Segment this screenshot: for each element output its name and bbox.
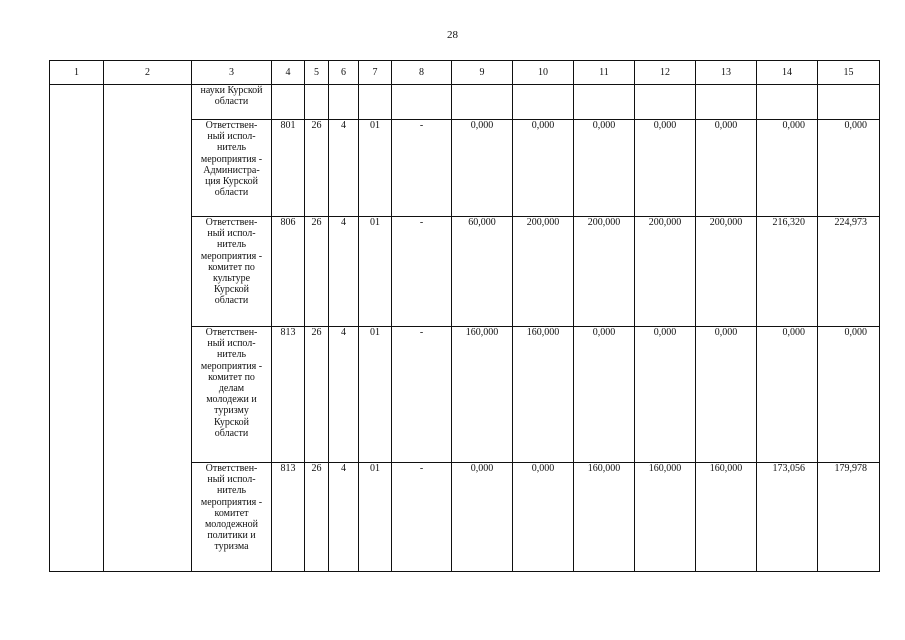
executor-line: мероприятия - bbox=[200, 250, 263, 262]
value-cell: 0,000 bbox=[513, 463, 574, 572]
executor-line: нитель bbox=[216, 349, 247, 361]
executor-cell bbox=[192, 463, 272, 572]
executor-line: мероприятия - bbox=[200, 496, 263, 508]
second-col-cell bbox=[104, 85, 192, 572]
executor-line: туризма bbox=[214, 541, 249, 553]
executor-line: мероприятия - bbox=[200, 360, 263, 372]
value-cell: 0,000 bbox=[635, 120, 696, 217]
value-cell: 200,000 bbox=[574, 217, 635, 327]
executor-line: области bbox=[214, 427, 249, 439]
header-row bbox=[50, 61, 880, 85]
value-cell: 0,000 bbox=[818, 120, 880, 217]
value-cell: 160,000 bbox=[635, 463, 696, 572]
value-cell: 200,000 bbox=[513, 217, 574, 327]
value-cell: 160,000 bbox=[452, 327, 513, 463]
executor-cell bbox=[192, 120, 272, 217]
value-cell: - bbox=[392, 120, 452, 217]
value-cell bbox=[574, 85, 635, 120]
header-cell: 11 bbox=[574, 61, 635, 85]
value-cell: - bbox=[392, 463, 452, 572]
executor-line: ный испол- bbox=[207, 228, 256, 240]
executor-line: политики и bbox=[207, 530, 256, 542]
executor-line: Администра- bbox=[203, 164, 260, 176]
value-cell bbox=[452, 85, 513, 120]
value-cell: 26 bbox=[305, 463, 329, 572]
header-cell: 9 bbox=[452, 61, 513, 85]
value-cell: 0,000 bbox=[513, 120, 574, 217]
value-cell: 806 bbox=[272, 217, 305, 327]
value-cell: 200,000 bbox=[635, 217, 696, 327]
executor-line: комитет по bbox=[208, 261, 255, 273]
header-cell: 14 bbox=[757, 61, 818, 85]
value-cell bbox=[757, 85, 818, 120]
executor-line: молодежной bbox=[204, 519, 259, 531]
executor-line: Ответствен- bbox=[205, 327, 258, 338]
header-cell: 12 bbox=[635, 61, 696, 85]
value-cell: 200,000 bbox=[696, 217, 757, 327]
value-cell: 160,000 bbox=[574, 463, 635, 572]
value-cell bbox=[696, 85, 757, 120]
value-cell: 216,320 bbox=[757, 217, 818, 327]
value-cell: 4 bbox=[329, 327, 359, 463]
table-row bbox=[50, 85, 880, 120]
executor-line: области bbox=[214, 295, 249, 307]
value-cell: 0,000 bbox=[696, 120, 757, 217]
header-cell: 6 bbox=[329, 61, 359, 85]
executor-line: нитель bbox=[216, 239, 247, 251]
value-cell bbox=[359, 85, 392, 120]
budget-table bbox=[49, 60, 880, 572]
executor-line: комитет bbox=[214, 507, 249, 519]
value-cell: 0,000 bbox=[757, 120, 818, 217]
value-cell: 26 bbox=[305, 327, 329, 463]
value-cell: 0,000 bbox=[574, 327, 635, 463]
value-cell: 26 bbox=[305, 217, 329, 327]
value-cell: 224,973 bbox=[818, 217, 880, 327]
value-cell bbox=[635, 85, 696, 120]
executor-line: области bbox=[214, 96, 249, 108]
executor-cell bbox=[192, 327, 272, 463]
executor-line: культуре bbox=[212, 273, 251, 285]
value-cell: 4 bbox=[329, 217, 359, 327]
value-cell: 179,978 bbox=[818, 463, 880, 572]
value-cell: 01 bbox=[359, 120, 392, 217]
executor-cell bbox=[192, 217, 272, 327]
value-cell: 0,000 bbox=[452, 463, 513, 572]
value-cell bbox=[305, 85, 329, 120]
value-cell: 0,000 bbox=[452, 120, 513, 217]
executor-line: нитель bbox=[216, 142, 247, 154]
executor-line: молодежи и bbox=[206, 394, 257, 406]
first-col-cell bbox=[50, 85, 104, 572]
value-cell: 0,000 bbox=[574, 120, 635, 217]
value-cell: 01 bbox=[359, 327, 392, 463]
page-number: 28 bbox=[447, 29, 458, 41]
executor-line: мероприятия - bbox=[200, 153, 263, 165]
header-cell: 1 bbox=[50, 61, 104, 85]
value-cell: - bbox=[392, 327, 452, 463]
executor-cell bbox=[192, 85, 272, 120]
header-cell: 13 bbox=[696, 61, 757, 85]
value-cell bbox=[818, 85, 880, 120]
header-cell: 5 bbox=[305, 61, 329, 85]
value-cell: 60,000 bbox=[452, 217, 513, 327]
value-cell bbox=[329, 85, 359, 120]
header-cell: 10 bbox=[513, 61, 574, 85]
executor-line: туризму bbox=[214, 405, 249, 417]
value-cell: 01 bbox=[359, 463, 392, 572]
executor-line: Ответствен- bbox=[205, 217, 258, 228]
executor-line: науки Курской bbox=[200, 85, 263, 96]
value-cell: 173,056 bbox=[757, 463, 818, 572]
value-cell: 4 bbox=[329, 120, 359, 217]
value-cell bbox=[513, 85, 574, 120]
executor-line: ный испол- bbox=[207, 338, 256, 350]
header-cell: 8 bbox=[392, 61, 452, 85]
executor-line: нитель bbox=[216, 485, 247, 497]
value-cell: 4 bbox=[329, 463, 359, 572]
executor-line: ция Курской bbox=[205, 176, 258, 188]
value-cell: 26 bbox=[305, 120, 329, 217]
value-cell: 0,000 bbox=[696, 327, 757, 463]
header-cell: 7 bbox=[359, 61, 392, 85]
executor-line: ный испол- bbox=[207, 474, 256, 486]
value-cell: 01 bbox=[359, 217, 392, 327]
value-cell: 160,000 bbox=[513, 327, 574, 463]
value-cell: 0,000 bbox=[818, 327, 880, 463]
executor-line: комитет по bbox=[208, 371, 255, 383]
executor-line: ный испол- bbox=[207, 131, 256, 143]
header-cell: 4 bbox=[272, 61, 305, 85]
header-cell: 3 bbox=[192, 61, 272, 85]
value-cell: 801 bbox=[272, 120, 305, 217]
value-cell bbox=[392, 85, 452, 120]
value-cell: 160,000 bbox=[696, 463, 757, 572]
executor-line: Курской bbox=[213, 416, 250, 428]
executor-line: области bbox=[214, 187, 249, 199]
value-cell: 813 bbox=[272, 327, 305, 463]
executor-line: Ответствен- bbox=[205, 463, 258, 474]
header-cell: 15 bbox=[818, 61, 880, 85]
header-cell: 2 bbox=[104, 61, 192, 85]
value-cell: 0,000 bbox=[635, 327, 696, 463]
executor-line: Ответствен- bbox=[205, 120, 258, 131]
executor-line: Курской bbox=[213, 284, 250, 296]
executor-line: делам bbox=[218, 383, 245, 395]
value-cell: - bbox=[392, 217, 452, 327]
value-cell: 813 bbox=[272, 463, 305, 572]
value-cell: 0,000 bbox=[757, 327, 818, 463]
value-cell bbox=[272, 85, 305, 120]
